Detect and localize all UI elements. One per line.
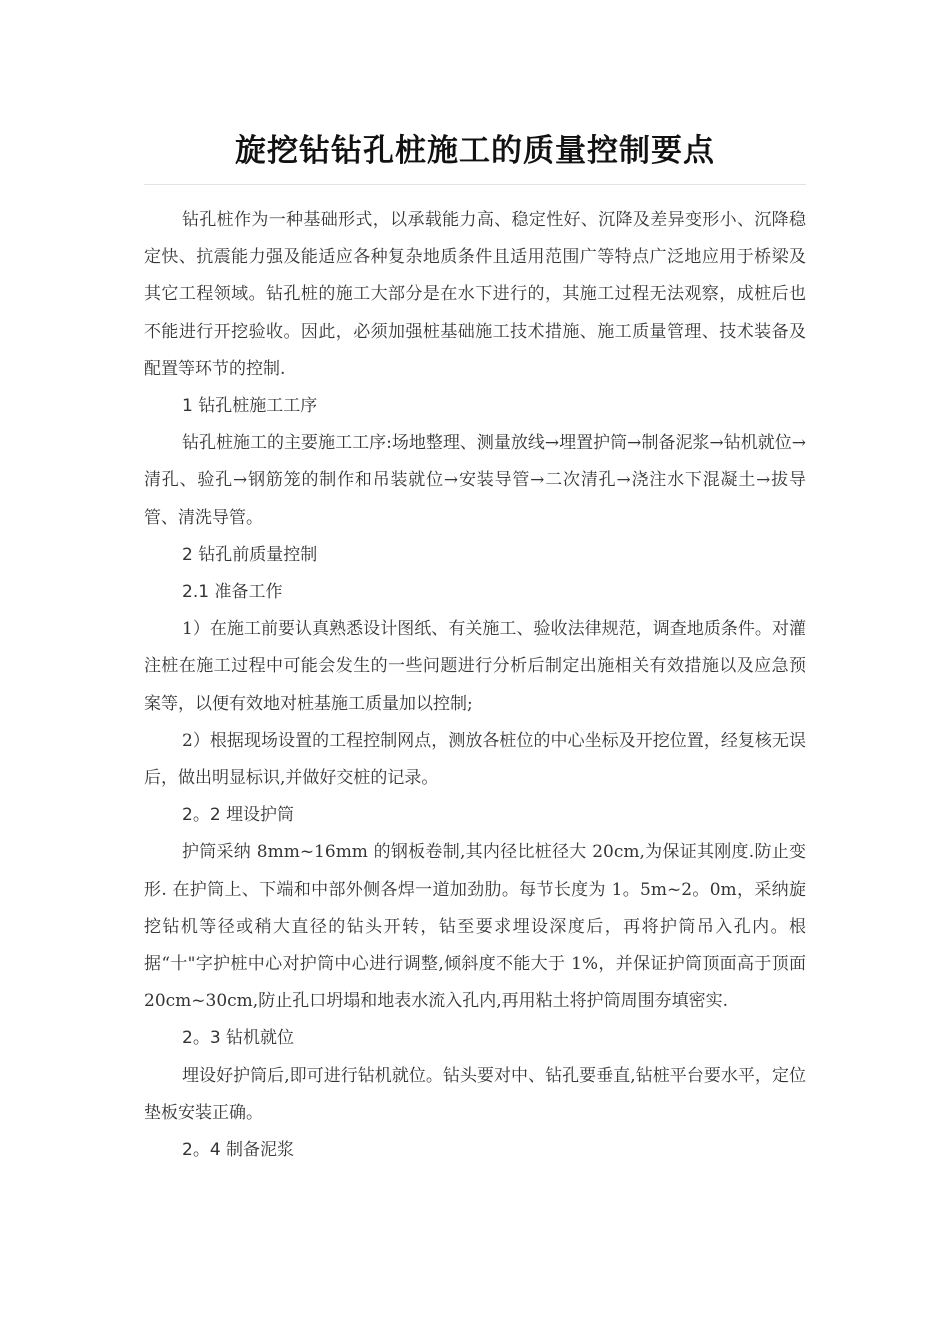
document-page [144, 128, 806, 1169]
body-paragraph: 2）根据现场设置的工程控制网点，测放各桩位的中心坐标及开挖位置，经复核无误后，做出明显标识,并做好交桩的记录。 [144, 730, 806, 789]
body-paragraph: 钻孔桩作为一种基础形式，以承载能力高、稳定性好、沉降及差异变形小、沉降稳定快、抗震能力强及能适应各种复杂地质条件且适用范围广等特点广泛地应用于桥梁及其它工程领域。钻孔桩的施工大部分是在水下进行的，其施工过程无法观察，成桩后也不能进行开挖验收。因此，必须加强桩基础施工技术措施、施工质量管理、技术装备及配置等环节的控制. [144, 210, 806, 379]
section-heading: 2。4 制备泥浆 [182, 1140, 295, 1161]
body-paragraph: 护筒采纳 8mm~16mm 的钢板卷制,其内径比桩径大 20cm,为保证其刚度.防止变形. 在护筒上、下端和中部外侧各焊一道加劲肋。每节长度为 1。5m~2。0m，采纳旋挖钻机等径或稍大直径的钻头开转，钻至要求埋设深度后，再将护筒吊入孔内。根据“十"字护桩中心对护筒中心进行调整,倾斜度不能大于 1%，并保证护筒顶面高于顶面 20cm~30cm,防止孔口坍塌和地表水流入孔内,再用粘土将护筒周围夯填密实. [144, 842, 806, 1012]
section-heading: 2.1 准备工作 [182, 582, 283, 603]
document-title: 旋挖钻钻孔桩施工的质量控制要点 [235, 133, 715, 169]
section-heading: 1 钻孔桩施工工序 [182, 396, 318, 417]
body-paragraph: 埋设好护筒后,即可进行钻机就位。钻头要对中、钻孔要垂直,钻桩平台要水平，定位垫板安装正确。 [144, 1065, 806, 1123]
document-body [144, 202, 806, 1169]
title-divider [144, 184, 806, 185]
body-paragraph: 钻孔桩施工的主要施工工序:场地整理、测量放线→埋置护筒→制备泥浆→钻机就位→清孔、验孔→钢筋笼的制作和吊装就位→安装导管→二次清孔→浇注水下混凝土→拔导管、清洗导管。 [144, 433, 806, 528]
section-heading: 2。3 钻机就位 [182, 1028, 295, 1049]
section-heading: 2 钻孔前质量控制 [182, 544, 318, 565]
section-heading: 2。2 埋设护筒 [182, 805, 295, 826]
body-paragraph: 1）在施工前要认真熟悉设计图纸、有关施工、验收法律规范，调查地质条件。对灌注桩在施工过程中可能会发生的一些问题进行分析后制定出施相关有效措施以及应急预案等，以便有效地对桩基施工质量加以控制; [144, 619, 806, 714]
